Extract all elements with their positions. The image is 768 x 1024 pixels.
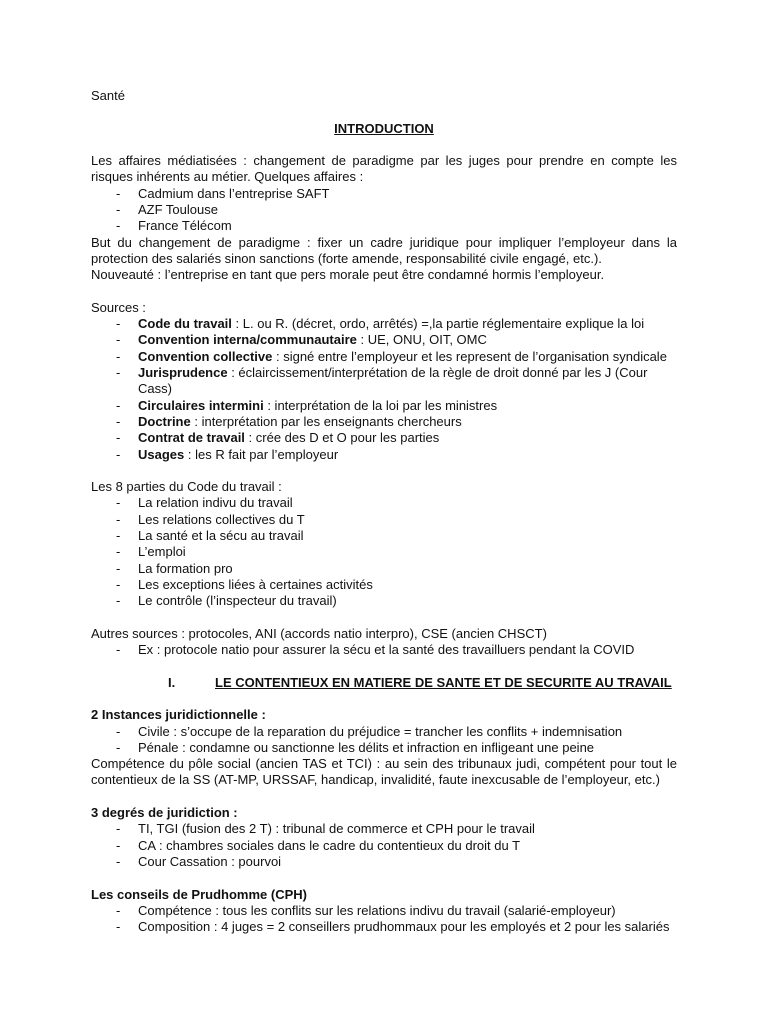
source-term: Convention collective bbox=[138, 348, 273, 364]
list-item: - La formation pro bbox=[91, 561, 677, 577]
sources-heading: Sources : bbox=[91, 299, 146, 315]
list-item bbox=[91, 447, 677, 463]
list-item: - Composition : 4 juges = 2 conseillers prudhommaux pour les employés et 2 pour les salariés bbox=[91, 919, 677, 935]
sources-list bbox=[91, 316, 677, 463]
cases-list bbox=[91, 186, 677, 235]
list-item: - L’emploi bbox=[91, 544, 677, 560]
source-term: Code du travail bbox=[138, 316, 232, 332]
source-desc: : signé entre l’employeur et les represent de l’organisation syndicale bbox=[272, 348, 667, 364]
source-desc: : les R fait par l’employeur bbox=[184, 446, 339, 462]
source-term: Circulaires intermini bbox=[138, 397, 264, 413]
list-item: - Les relations collectives du T bbox=[91, 512, 677, 528]
other-sources-list bbox=[91, 642, 677, 658]
list-item: - TI, TGI (fusion des 2 T) : tribunal de commerce et CPH pour le travail bbox=[91, 821, 677, 837]
list-item: - Cour Cassation : pourvoi bbox=[91, 854, 677, 870]
instances-heading: 2 Instances juridictionnelle : bbox=[91, 707, 266, 723]
source-term: Usages bbox=[138, 446, 185, 462]
list-item: - La santé et la sécu au travail bbox=[91, 528, 677, 544]
list-item bbox=[91, 316, 677, 332]
section-title: LE CONTENTIEUX EN MATIERE DE SANTE ET DE SECURITE AU TRAVAIL bbox=[215, 674, 672, 690]
source-desc: : interprétation par les enseignants chercheurs bbox=[190, 413, 462, 429]
list-item bbox=[91, 398, 677, 414]
source-desc: : éclaircissement/interprétation de la règle de droit donné par les J (Cour Cass) bbox=[138, 365, 648, 397]
section-number: I. bbox=[168, 674, 176, 690]
list-item: - France Télécom bbox=[91, 218, 677, 234]
intro-heading bbox=[91, 121, 677, 137]
list-item bbox=[91, 365, 677, 398]
list-item: - Compétence : tous les conflits sur les relations indivu du travail (salarié-employeur) bbox=[91, 903, 677, 919]
list-item bbox=[91, 430, 677, 446]
list-item: - AZF Toulouse bbox=[91, 202, 677, 218]
novelty-paragraph: Nouveauté : l’entreprise en tant que pers morale peut être condamné hormis l’employeur. bbox=[91, 267, 605, 283]
intro-paragraph: Les affaires médiatisées : changement de paradigme par les juges pour prendre en compte les risques inhérents au métier. Quelques affaires : bbox=[91, 153, 677, 185]
intro-title: INTRODUCTION bbox=[334, 120, 434, 136]
degrees-list bbox=[91, 821, 677, 870]
prudhomme-list bbox=[91, 903, 677, 936]
source-term: Jurisprudence bbox=[138, 365, 228, 381]
source-term: Contrat de travail bbox=[138, 430, 245, 446]
list-item: - Pénale : condamne ou sanctionne les délits et infraction en infligeant une peine bbox=[91, 740, 677, 756]
list-item bbox=[91, 349, 677, 365]
list-item: - CA : chambres sociales dans le cadre du contentieux du droit du T bbox=[91, 838, 677, 854]
instances-list bbox=[91, 724, 677, 757]
source-desc: : interprétation de la loi par les ministres bbox=[263, 397, 498, 413]
document-body bbox=[91, 88, 677, 935]
code-parts-list bbox=[91, 495, 677, 609]
list-item: - Le contrôle (l’inspecteur du travail) bbox=[91, 593, 677, 609]
list-item bbox=[91, 414, 677, 430]
list-item: - Cadmium dans l’entreprise SAFT bbox=[91, 186, 677, 202]
list-item: - La relation indivu du travail bbox=[91, 495, 677, 511]
source-term: Doctrine bbox=[138, 413, 191, 429]
page-label: Santé bbox=[91, 88, 125, 103]
list-item bbox=[91, 332, 677, 348]
goal-paragraph: But du changement de paradigme : fixer un cadre juridique pour impliquer l’employeur dans la protection des salariés sinon sanctions (forte amende, responsabilité civile engagé, etc.). bbox=[91, 234, 677, 266]
prudhomme-heading: Les conseils de Prudhomme (CPH) bbox=[91, 886, 307, 902]
source-desc: : crée des D et O pour les parties bbox=[244, 430, 440, 446]
degrees-heading: 3 degrés de juridiction : bbox=[91, 805, 238, 821]
source-desc: : UE, ONU, OIT, OMC bbox=[356, 332, 487, 348]
source-term: Convention interna/communautaire bbox=[138, 332, 357, 348]
list-item: - Les exceptions liées à certaines activités bbox=[91, 577, 677, 593]
competence-paragraph: Compétence du pôle social (ancien TAS et TCI) : au sein des tribunaux judi, compétent pour tout le contentieux de la SS (AT-MP, URSSAF, handicap, invalidité, faute inexcusable de l’employeur, etc.) bbox=[91, 756, 677, 788]
list-item: - Civile : s’occupe de la reparation du préjudice = trancher les conflits + indemnisation bbox=[91, 724, 677, 740]
other-sources-line: Autres sources : protocoles, ANI (accords natio interpro), CSE (ancien CHSCT) bbox=[91, 625, 547, 641]
code-parts-heading: Les 8 parties du Code du travail : bbox=[91, 479, 282, 495]
section-heading bbox=[91, 675, 677, 691]
source-desc: : L. ou R. (décret, ordo, arrêtés) =,la partie réglementaire explique la loi bbox=[231, 316, 645, 332]
list-item: - Ex : protocole natio pour assurer la sécu et la santé des travailluers pendant la COVID bbox=[91, 642, 677, 658]
